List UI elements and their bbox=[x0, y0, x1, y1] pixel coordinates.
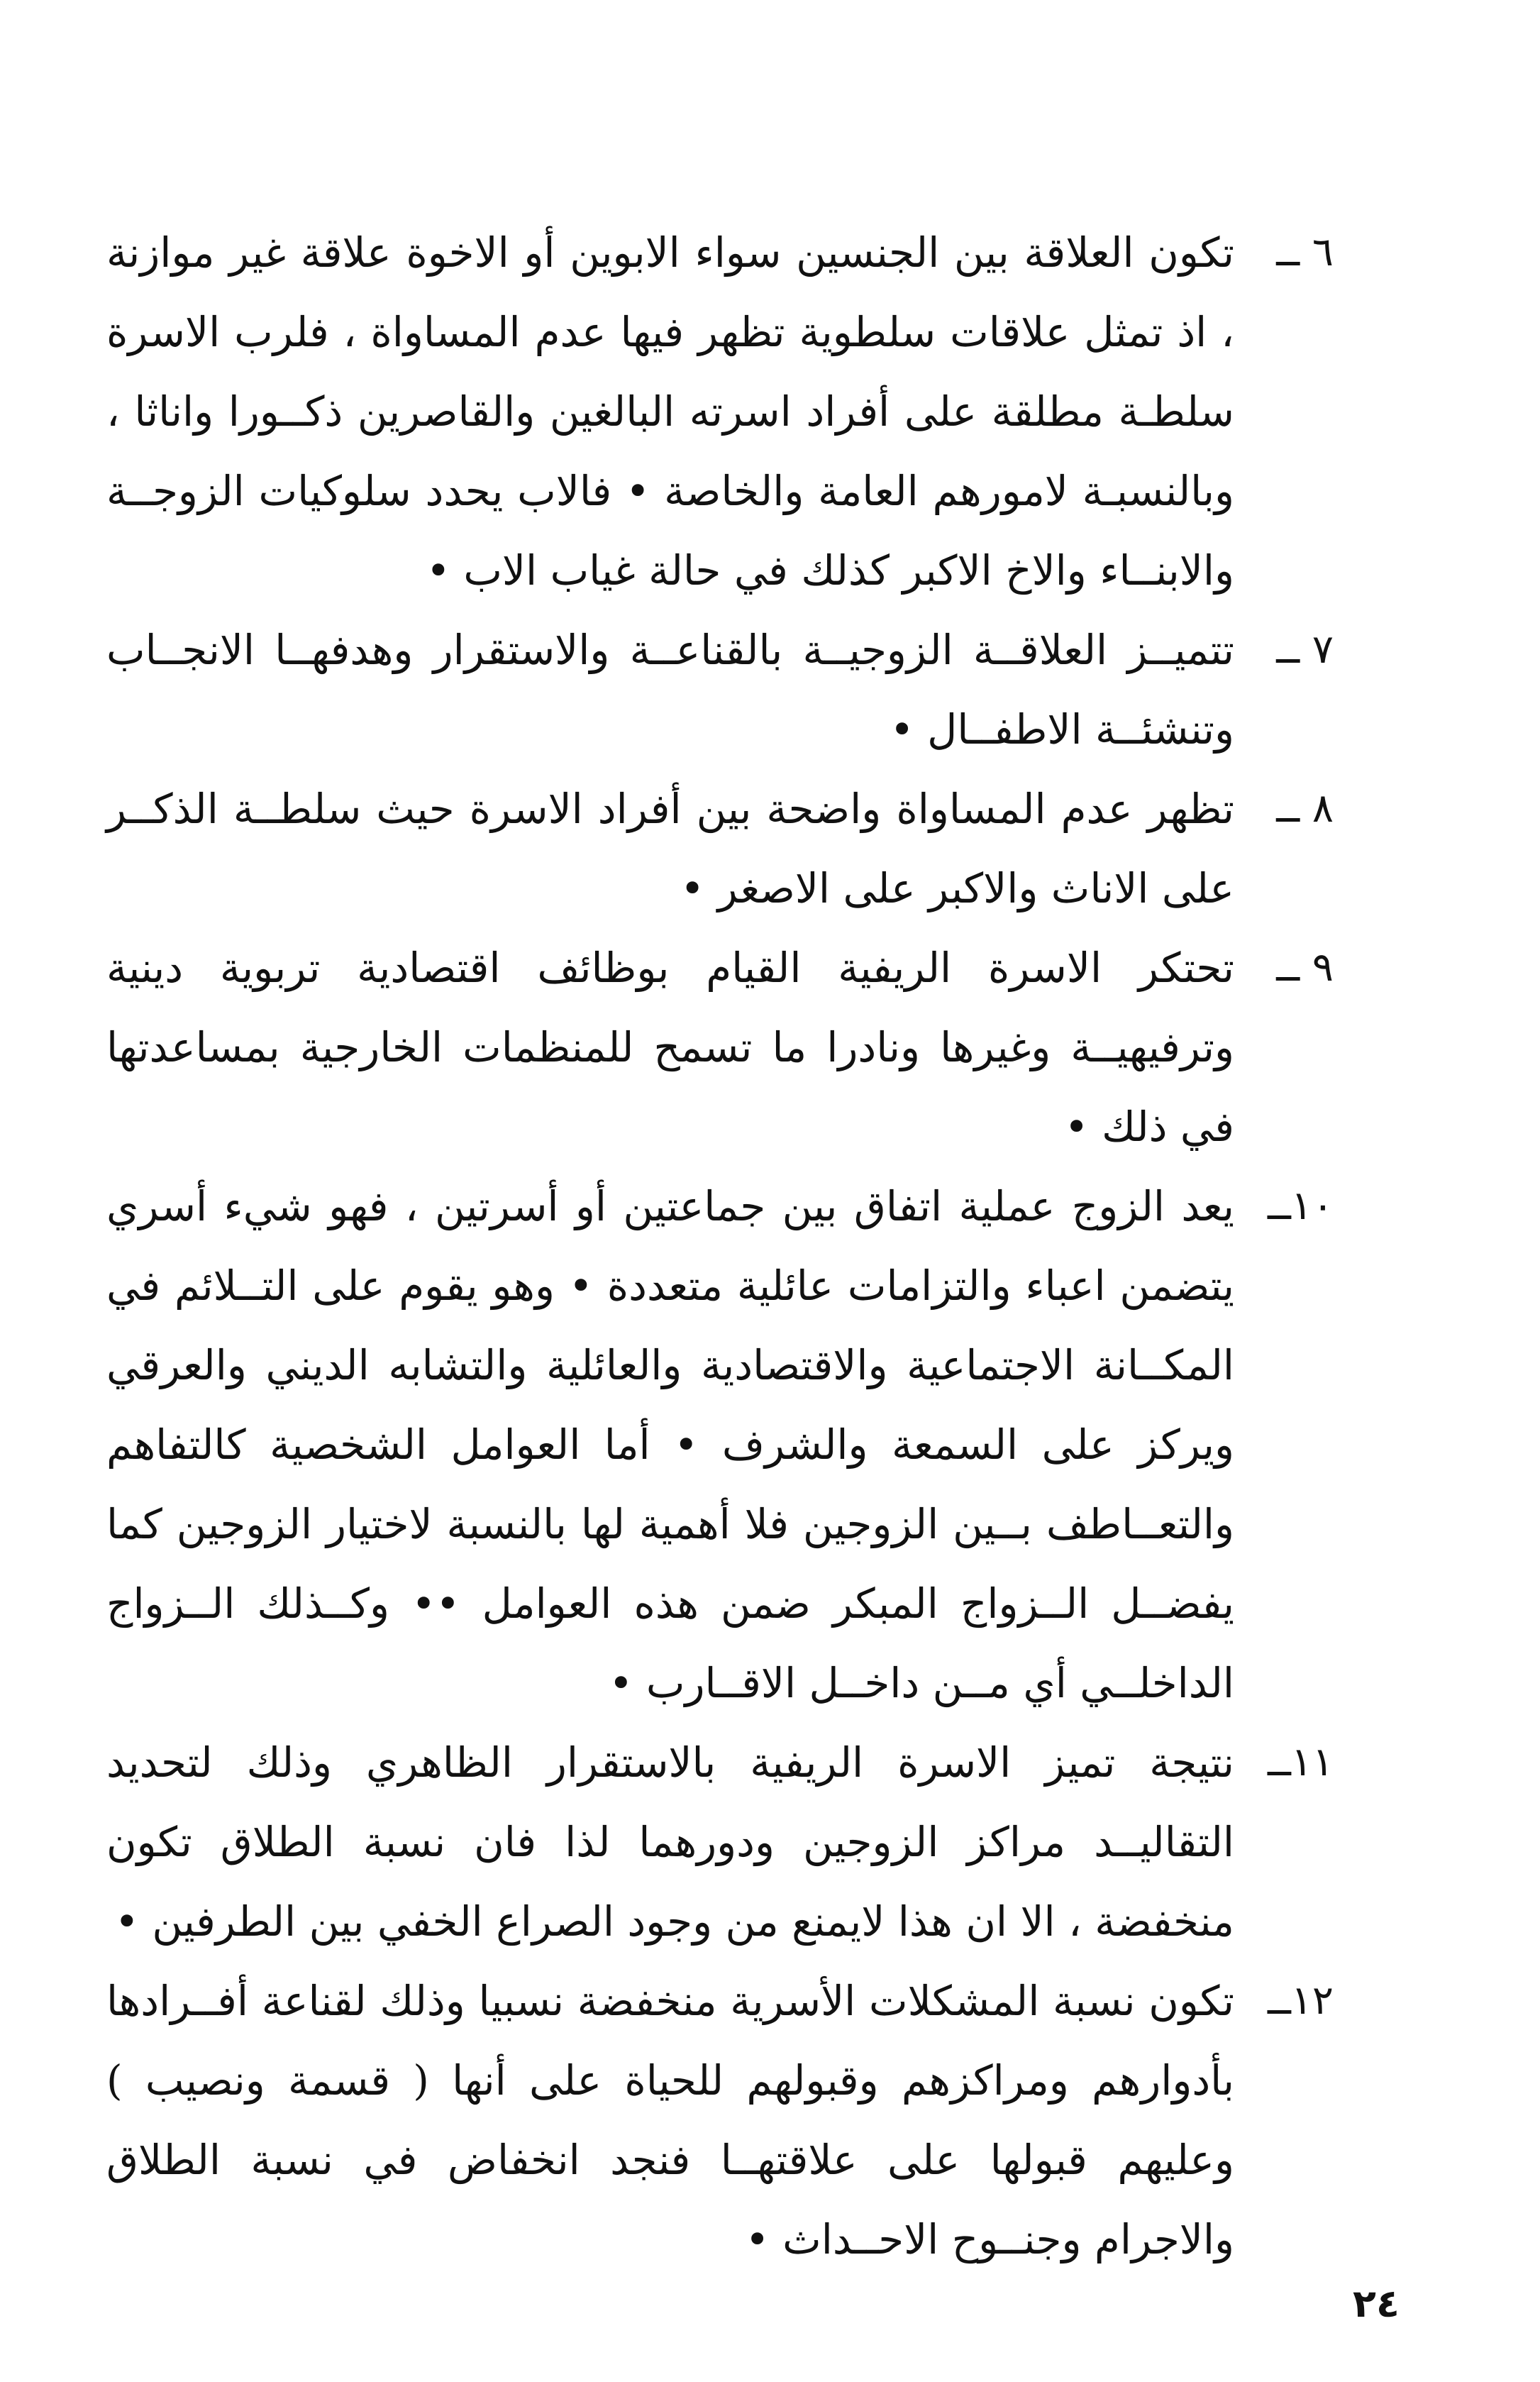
item-text: تكون نسبة المشكلات الأسرية منخفضة نسبيا وذلك لقناعة أفــرادها بأدوارهم ومراكزهم وقبولهم للحياة على أنها ( قسمة ونصيب ) وعليهم قبولها على علاقتهــا فنجد انخفاض في نسبة الطلاق والاجرام وجنــوح الاحــداث • bbox=[106, 1977, 1234, 2264]
item-number: ١٢ــ bbox=[1268, 1978, 1334, 2024]
item-number: ١٠ــ bbox=[1268, 1183, 1334, 1229]
item-number: ٨ ــ bbox=[1276, 785, 1334, 832]
item-number: ٧ ــ bbox=[1276, 627, 1334, 673]
item-number: ٩ ــ bbox=[1276, 944, 1334, 991]
item-text: تتميــز العلاقــة الزوجيــة بالقناعــة والاستقرار وهدفهــا الانجــاب وتنشئــة الاطفــال • bbox=[106, 626, 1234, 754]
document-page bbox=[106, 213, 1334, 2306]
item-number: ١١ــ bbox=[1268, 1739, 1334, 1785]
item-text: تكون العلاقة بين الجنسين سواء الابوين أو الاخوة علاقة غير موازنة ، اذ تمثل علاقات سلطوية تظهر فيها عدم المساواة ، فلرب الاسرة سلطـة مطلقة على أفراد اسرته البالغين والقاصرين ذكــورا واناثا ، وبالنسبـة لامورهم العامة والخاصة • فالاب يحدد سلوكيات الزوجــة والابنــاء والاخ الاكبر كذلك في حالة غياب الاب • bbox=[106, 228, 1234, 595]
list-item bbox=[106, 928, 1334, 1167]
list-item bbox=[106, 213, 1334, 610]
item-text: نتيجة تميز الاسرة الريفية بالاستقرار الظاهري وذلك لتحديد التقاليــد مراكز الزوجين ودورهما لذا فان نسبة الطلاق تكون منخفضة ، الا ان هذا لايمنع من وجود الصراع الخفي بين الطرفين • bbox=[106, 1738, 1234, 1946]
list-item bbox=[106, 769, 1334, 928]
item-text: تظهر عدم المساواة واضحة بين أفراد الاسرة حيث سلطــة الذكــر على الاناث والاكبر على الاصغر • bbox=[106, 785, 1234, 912]
item-number: ٦ ــ bbox=[1276, 229, 1334, 275]
list-item bbox=[106, 1723, 1334, 1961]
list-item bbox=[106, 610, 1334, 769]
list-item bbox=[106, 1961, 1334, 2279]
page-number: ٢٤ bbox=[1353, 2281, 1400, 2326]
item-text: يعد الزوج عملية اتفاق بين جماعتين أو أسرتين ، فهو شيء أسري يتضمن اعباء والتزامات عائلية متعددة • وهو يقوم على التــلائم في المكــانة الاجتماعية والاقتصادية والعائلية والتشابه الديني والعرقي ويركز على السمعة والشرف • أما العوامل الشخصية كالتفاهم والتعــاطف بــين الزوجين فلا أهمية لها بالنسبة لاختيار الزوجين كما يفضــل الــزواج المبكر ضمن هذه العوامل •• وكــذلك الــزواج الداخلــي أي مــن داخــل الاقــارب • bbox=[106, 1182, 1234, 1707]
item-text: تحتكر الاسرة الريفية القيام بوظائف اقتصادية تربوية دينية وترفيهيــة وغيرها ونادرا ما تسمح للمنظمات الخارجية بمساعدتها في ذلك • bbox=[106, 944, 1234, 1151]
list-item bbox=[106, 1167, 1334, 1723]
